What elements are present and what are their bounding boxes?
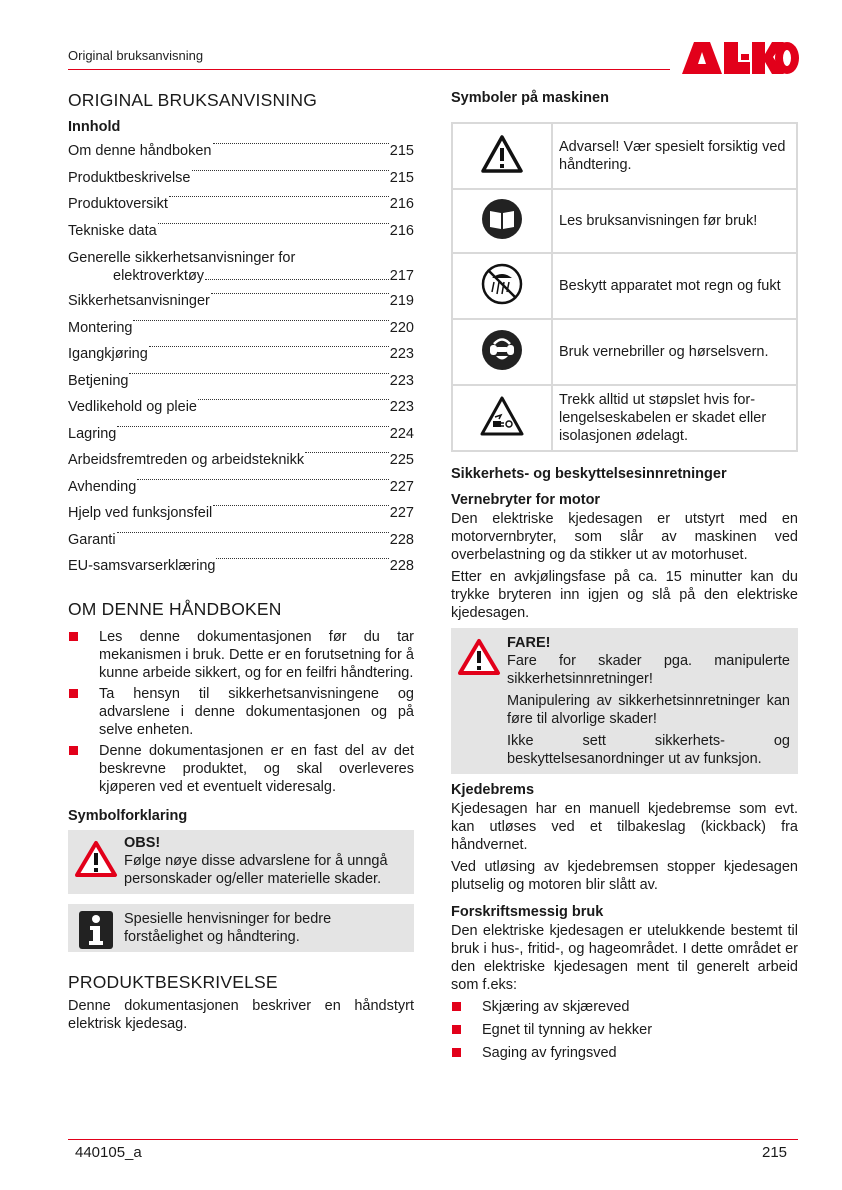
right-column (451, 90, 798, 1068)
obs-title: OBS! (124, 834, 161, 851)
brake-paragraph-1: Kjedesagen har en manuell kjedebremse som evt. kan utløses ved et tilbakeslag (kickback) fra håndvernet. (451, 801, 798, 853)
toc-entry[interactable]: Sikkerhetsanvisninger 219 (68, 293, 414, 309)
list-item: Ta hensyn til sikkerhetsanvisningene og advarslene i denne dokumentasjonen og på selve enheten. (68, 685, 414, 739)
symbols-heading: Symboler på maskinen (451, 90, 609, 106)
symbol-heading: Symbolforklaring (68, 807, 188, 824)
left-column (68, 90, 414, 1037)
motor-paragraph-2: Etter en avkjølingsfase på ca. 15 minutter kan du trykke bryteren inn igjen og slå på den elektriske kjedesagen. (451, 569, 798, 621)
toc-entry[interactable]: Produktbeskrivelse 215 (68, 169, 414, 186)
table-row: Advarsel! Vær spesielt forsiktig ved håndtering. (452, 123, 797, 189)
list-item: Skjæring av skjæreved (451, 998, 798, 1016)
main-heading: ORIGINAL BRUKSANVISNING (68, 90, 318, 110)
running-header: Original bruksanvisning (68, 48, 204, 63)
toc-entry[interactable]: Vedlikehold og pleie 223 (68, 399, 414, 415)
warning-triangle-icon (480, 134, 524, 174)
no-rain-icon (480, 262, 524, 306)
use-paragraph: Den elektriske kjedesagen er utelukkende bestemt til bruk i hus-, fritid-, og hageområdet. I dette området er den elektriske kjedesagen ment til generelt arbeid som f.eks: (451, 923, 798, 993)
toc-entry[interactable]: Hjelp ved funksjonsfeil 227 (68, 505, 414, 521)
brake-paragraph-2: Ved utløsing av kjedebremsen stopper kjedesagen plutselig og motoren blir slått av. (451, 859, 798, 893)
about-bullets (68, 628, 414, 796)
toc-entry[interactable]: Betjening 223 (68, 372, 414, 389)
toc-entry[interactable]: Avhending 227 (68, 478, 414, 495)
list-item: Egnet til tynning av hekker (451, 1021, 798, 1039)
goggles-earmuffs-icon (481, 329, 523, 371)
list-item: Saging av fyringsved (451, 1044, 798, 1062)
footer-rule (68, 1139, 798, 1140)
fare-line: Fare for skader pga. manipulerte sikkerhetsinnretninger! (507, 653, 790, 687)
use-bullets (451, 998, 798, 1062)
product-text: Denne dokumentasjonen beskriver en håndstyrt elektrisk kjedesag. (68, 997, 414, 1032)
manual-book-icon (481, 198, 523, 240)
fare-title: FARE! (507, 635, 551, 651)
toc-entry-multiline[interactable]: Generelle sikkerhetsanvisninger for elektroverktøy 217 (68, 250, 414, 284)
info-icon (78, 910, 114, 950)
obs-text: Følge nøye disse advarslene for å unngå personskader og/eller materielle skader. (124, 852, 388, 887)
toc-entry[interactable]: Montering 220 (68, 319, 414, 336)
use-heading: Forskriftsmessig bruk (451, 904, 604, 920)
about-heading: OM DENNE HÅNDBOKEN (68, 598, 282, 619)
toc-entry[interactable]: Om denne håndboken 215 (68, 143, 414, 159)
toc-entry[interactable]: Tekniske data 216 (68, 222, 414, 239)
table-row: Les bruksanvisningen før bruk! (452, 189, 797, 253)
symbols-table (451, 122, 798, 452)
product-heading: PRODUKTBESKRIVELSE (68, 971, 278, 992)
doc-number: 440105_a (75, 1144, 142, 1161)
safety-heading: Sikkerhets- og beskyttelsesinnretninger (451, 466, 727, 482)
toc-entry[interactable]: EU-samsvarserklæring 228 (68, 558, 414, 574)
info-text: Spesielle henvisninger for bedre forståelighet og håndtering. (124, 910, 332, 945)
fare-box (451, 628, 798, 774)
table-row: Trekk alltid ut støpslet hvis forlengelseskabelen er skadet eller isolasjonen ødelagt. (452, 385, 797, 451)
motor-heading: Vernebryter for motor (451, 492, 601, 508)
fare-line: Ikke sett sikkerhets- og beskyttelsesanordninger ut av funksjon. (507, 733, 790, 767)
toc-entry[interactable]: Produktoversikt 216 (68, 196, 414, 212)
header-rule (68, 69, 670, 70)
toc-entry[interactable]: Lagring 224 (68, 425, 414, 442)
table-row: Bruk vernebriller og hørselsvern. (452, 319, 797, 385)
fare-line: Manipulering av sikkerhetsinnretninger kan føre til alvorlige skader! (507, 693, 790, 727)
obs-box (68, 830, 414, 894)
table-row: Beskytt apparatet mot regn og fukt (452, 253, 797, 319)
list-item: Les denne dokumentasjonen før du tar mekanismen i bruk. Dette er en forutsetning for å kunne arbeide sikkert, og for en feilfri håndtering. (68, 628, 414, 682)
toc-heading: Innhold (68, 119, 121, 135)
warning-triangle-icon (457, 638, 501, 676)
page-number: 215 (762, 1144, 788, 1161)
brake-heading: Kjedebrems (451, 782, 535, 798)
info-box (68, 904, 414, 952)
unplug-warning-icon (479, 395, 525, 437)
alko-logo (682, 40, 800, 74)
motor-paragraph-1: Den elektriske kjedesagen er utstyrt med en motorvernbryter, som slår av maskinen ved overbelastning og da stikker ut av motorhuset. (451, 511, 798, 563)
toc-entry[interactable]: Garanti 228 (68, 531, 414, 548)
toc-entry[interactable]: Arbeidsfremtreden og arbeidsteknikk 225 (68, 452, 414, 468)
list-item: Denne dokumentasjonen er en fast del av det beskrevne produktet, og skal overleveres kjøperen ved et eventuelt videresalg. (68, 742, 414, 796)
toc-entry[interactable]: Igangkjøring 223 (68, 346, 414, 362)
warning-triangle-icon (74, 840, 118, 878)
